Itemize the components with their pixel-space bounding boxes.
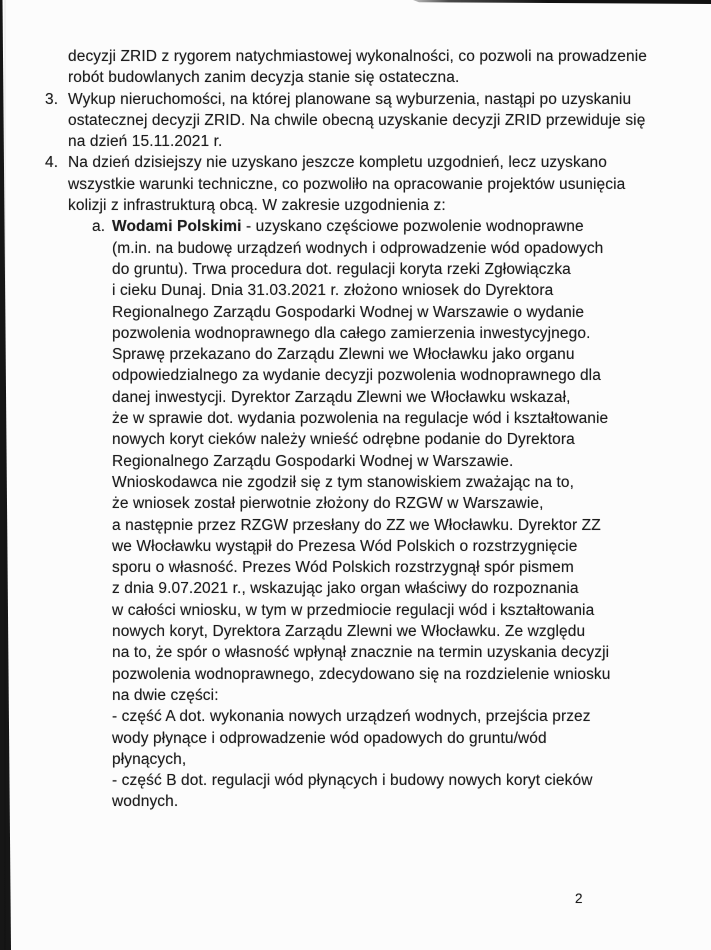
bold-lead-text: Wodami Polskimi [112, 218, 242, 236]
text-line: na dwie części: [112, 686, 219, 704]
text-line: pozwolenia wodnoprawnego dla całego zamierzenia inwestycyjnego. [112, 324, 591, 342]
page-number: 2 [575, 891, 583, 906]
list-item-3-text [68, 89, 647, 153]
text-line: Sprawę przekazano do Zarządu Zlewni we Włocławku jako organu [112, 346, 575, 364]
text-line: wodnych. [112, 793, 179, 811]
text-line: Regionalnego Zarządu Gospodarki Wodnej w Warszawie. [112, 452, 514, 470]
text-line: Na dzień dzisiejszy nie uzyskano jeszcze kompletu uzgodnień, lecz uzyskano [68, 154, 607, 172]
text-line: że w sprawie dot. wydania pozwolenia na regulacje wód i kształtowanie [112, 410, 609, 428]
text-line: Regionalnego Zarządu Gospodarki Wodnej w Warszawie o wydanie [112, 303, 585, 321]
text-line: kolizji z infrastrukturą obcą. W zakresie uzgodnienia z: [68, 197, 446, 215]
text-line: - część B dot. regulacji wód płynących i budowy nowych koryt cieków [112, 772, 593, 790]
text-line: na dzień 15.11.2021 r. [68, 133, 223, 151]
list-marker-a: a. [92, 218, 106, 236]
text-line: nowych koryt cieków należy wnieść odrębne podanie do Dyrektora [112, 431, 575, 449]
text-line: Wnioskodawca nie zgodził się z tym stanowiskiem zważając na to, [112, 473, 575, 491]
text-line: płynących, [112, 750, 187, 768]
text-line: Wykup nieruchomości, na której planowane są wyburzenia, nastąpi po uzyskaniu [68, 90, 632, 108]
text-line: do gruntu). Trwa procedura dot. regulacji koryta rzeki Zgłowiączka [112, 260, 571, 278]
text-line: robót budowlanych zanim decyzja stanie się ostateczna. [68, 69, 460, 87]
text-line: danej inwestycji. Dyrektor Zarządu Zlewni we Włocławku wskazał, [112, 388, 571, 406]
text-line: odpowiedzialnego za wydanie decyzji pozwolenia wodnoprawnego dla [112, 367, 601, 385]
text-line: nowych koryt, Dyrektora Zarządu Zlewni we Włocławku. Ze względu [112, 623, 586, 641]
scan-edge-artifact-top [413, 0, 711, 4]
text-line: w całości wniosku, w tym w przedmiocie regulacji wód i kształtowania [112, 601, 595, 619]
list-item-a [92, 216, 647, 812]
text-line: wszystkie warunki techniczne, co pozwoliło na opracowanie projektów usunięcia [68, 175, 626, 193]
text-line: we Włocławku wystąpił do Prezesa Wód Polskich o rozstrzygnięcie [112, 537, 578, 555]
text-line: sporu o własność. Prezes Wód Polskich rozstrzygnął spór pismem [112, 559, 574, 577]
list-item-4-text [68, 152, 647, 216]
list-item-4 [45, 152, 647, 216]
text-line: z dnia 9.07.2021 r., wskazując jako organ właściwy do rozpoznania [112, 580, 579, 598]
text-line-lead [112, 216, 647, 237]
list-item-3 [45, 89, 647, 153]
text-line: ostatecznej decyzji ZRID. Na chwile obecną uzyskanie decyzji ZRID przewiduje się [68, 111, 646, 129]
document-content [0, 46, 647, 813]
text-line: że wniosek został pierwotnie złożony do RZGW w Warszawie, [112, 495, 544, 513]
lead-rest-text: - uzyskano częściowe pozwolenie wodnoprawne [241, 218, 584, 236]
text-line: - część A dot. wykonania nowych urządzeń wodnych, przejścia przez [112, 708, 591, 726]
text-line: wody płynące i odprowadzenie wód opadowych do gruntu/wód [112, 729, 547, 747]
paragraph-continuation [68, 46, 647, 89]
list-marker-4: 4. [45, 154, 59, 172]
list-item-a-text [112, 238, 647, 813]
text-line: na to, że spór o własność wpłynął znacznie na termin uzyskania decyzji [112, 644, 610, 662]
text-line: pozwolenia wodnoprawnego, zdecydowano się na rozdzielenie wniosku [112, 665, 611, 683]
text-line: i cieku Dunaj. Dnia 31.03.2021 r. złożono wniosek do Dyrektora [112, 282, 554, 300]
text-line: (m.in. na budowę urządzeń wodnych i odprowadzenie wód opadowych [112, 239, 604, 257]
text-line: decyzji ZRID z rygorem natychmiastowej wykonalności, co pozwoli na prowadzenie [68, 48, 647, 65]
text-line: a następnie przez RZGW przesłany do ZZ we Włocławku. Dyrektor ZZ [112, 516, 601, 534]
list-marker-3: 3. [45, 90, 59, 108]
